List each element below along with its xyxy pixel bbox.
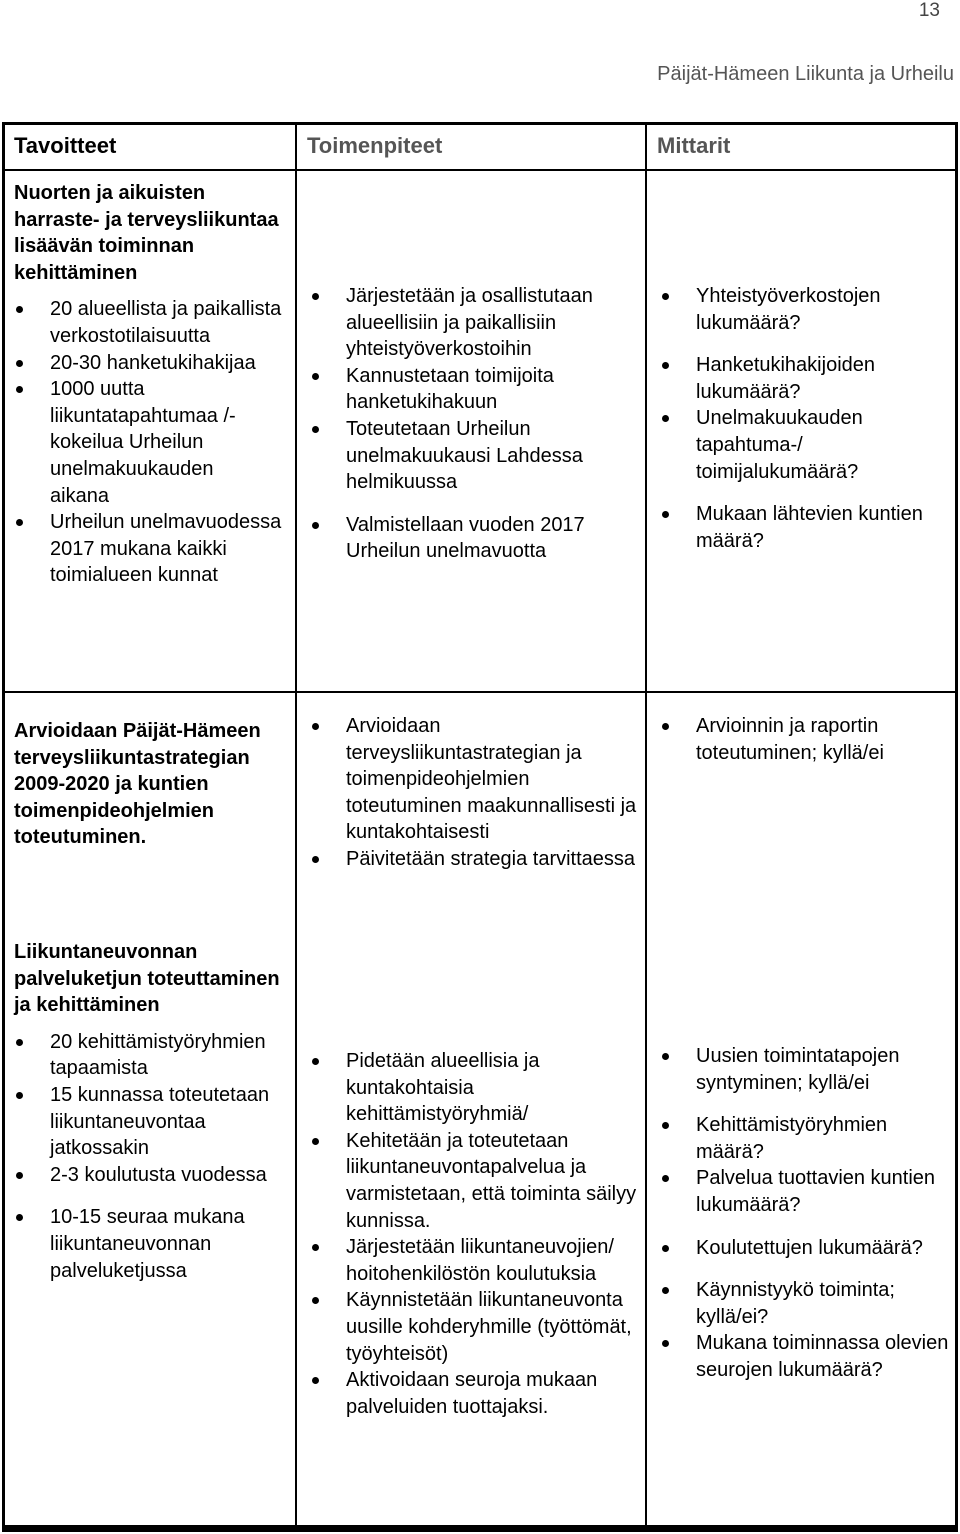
column-divider [295, 125, 297, 1525]
list-item: Hanketukihakijoiden lukumäärä? [660, 352, 950, 405]
list-item: Käynnistetään liikuntaneuvonta uusille kohderyhmille (työttömät, työyhteisöt) [310, 1287, 640, 1367]
list-item: Uusien toimintatapojen syntyminen; kyllä/ei [660, 1043, 950, 1096]
list-item: Kannustetaan toimijoita hanketukihakuun [310, 363, 640, 416]
list-item: 20 alueellista ja paikallista verkostotilaisuutta [14, 296, 294, 349]
list-item: Käynnistyykö toiminta; kyllä/ei? [660, 1277, 950, 1330]
list-item: Urheilun unelmavuodessa 2017 mukana kaikki toimialueen kunnat [14, 509, 294, 589]
list-item: 20 kehittämistyöryhmien tapaamista [14, 1029, 294, 1082]
page-header: Päijät-Hämeen Liikunta ja Urheilu [657, 63, 954, 85]
list-item: Mukaan lähtevien kuntien määrä? [660, 501, 950, 554]
page-number: 13 [918, 0, 940, 21]
list-item: 1000 uutta liikuntatapahtumaa /-kokeilua Urheilun unelmakuukauden aikana [14, 376, 260, 509]
metric-list [660, 1043, 950, 1384]
goal-list [14, 296, 294, 589]
metric-list [660, 283, 950, 554]
goal-cell [14, 939, 294, 1284]
list-item: Unelmakuukauden tapahtuma-/ toimijalukumäärä? [660, 405, 950, 485]
list-item: Järjestetään liikuntaneuvojien/ hoitohenkilöstön koulutuksia [310, 1234, 640, 1287]
list-item: Kehittämistyöryhmien määrä? [660, 1112, 950, 1165]
list-item: Toteutetaan Urheilun unelmakuukausi Lahdessa helmikuussa [310, 416, 640, 496]
goal-cell [14, 180, 294, 589]
list-item: Palvelua tuottavien kuntien lukumäärä? [660, 1165, 950, 1218]
list-item: 2-3 koulutusta vuodessa [14, 1162, 294, 1189]
column-header-metrics: Mittarit [657, 133, 731, 158]
column-divider [645, 125, 647, 1525]
goal-title: Arvioidaan Päijät-Hämeen terveysliikuntastrategian 2009-2020 ja kuntien toimenpideohjelmien toteutuminen. [14, 720, 261, 849]
goal-title: Nuorten ja aikuisten harraste- ja terveysliikuntaa lisäävän toiminnan kehittäminen [14, 182, 279, 284]
list-item: Arvioidaan terveysliikuntastrategian ja toimenpideohjelmien toteutuminen maakunnallisesti ja kuntakohtaisesti [310, 713, 640, 846]
metric-list [660, 713, 950, 766]
list-item: Koulutettujen lukumäärä? [660, 1235, 950, 1262]
list-item: 15 kunnassa toteutetaan liikuntaneuvontaa jatkossakin [14, 1082, 294, 1162]
column-header-actions: Toimenpiteet [307, 133, 443, 158]
list-item: Päivitetään strategia tarvittaessa [310, 846, 640, 873]
column-header-goals: Tavoitteet [14, 133, 117, 158]
list-item: 10-15 seuraa mukana liikuntaneuvonnan palveluketjussa [14, 1204, 294, 1284]
plan-table [2, 122, 958, 1532]
action-list [310, 283, 640, 565]
row-divider [5, 691, 955, 693]
list-item: Mukana toiminnassa olevien seurojen lukumäärä? [660, 1330, 950, 1383]
header-divider [5, 169, 955, 171]
list-item: Pidetään alueellisia ja kuntakohtaisia kehittämistyöryhmiä/ [310, 1048, 640, 1128]
list-item: Arvioinnin ja raportin toteutuminen; kyllä/ei [660, 713, 950, 766]
action-list [310, 1048, 640, 1420]
list-item: 20-30 hanketukihakijaa [14, 350, 294, 377]
list-item: Järjestetään ja osallistutaan alueellisiin ja paikallisiin yhteistyöverkostoihin [310, 283, 640, 363]
list-item: Yhteistyöverkostojen lukumäärä? [660, 283, 950, 336]
goal-list [14, 1029, 294, 1284]
action-list [310, 713, 640, 873]
goal-title: Liikuntaneuvonnan palveluketjun toteuttaminen ja kehittäminen [14, 941, 280, 1017]
list-item: Kehitetään ja toteutetaan liikuntaneuvontapalvelua ja varmistetaan, että toiminta säilyy kunnissa. [310, 1128, 640, 1234]
list-item: Valmistellaan vuoden 2017 Urheilun unelmavuotta [310, 512, 640, 565]
list-item: Aktivoidaan seuroja mukaan palveluiden tuottajaksi. [310, 1367, 640, 1420]
